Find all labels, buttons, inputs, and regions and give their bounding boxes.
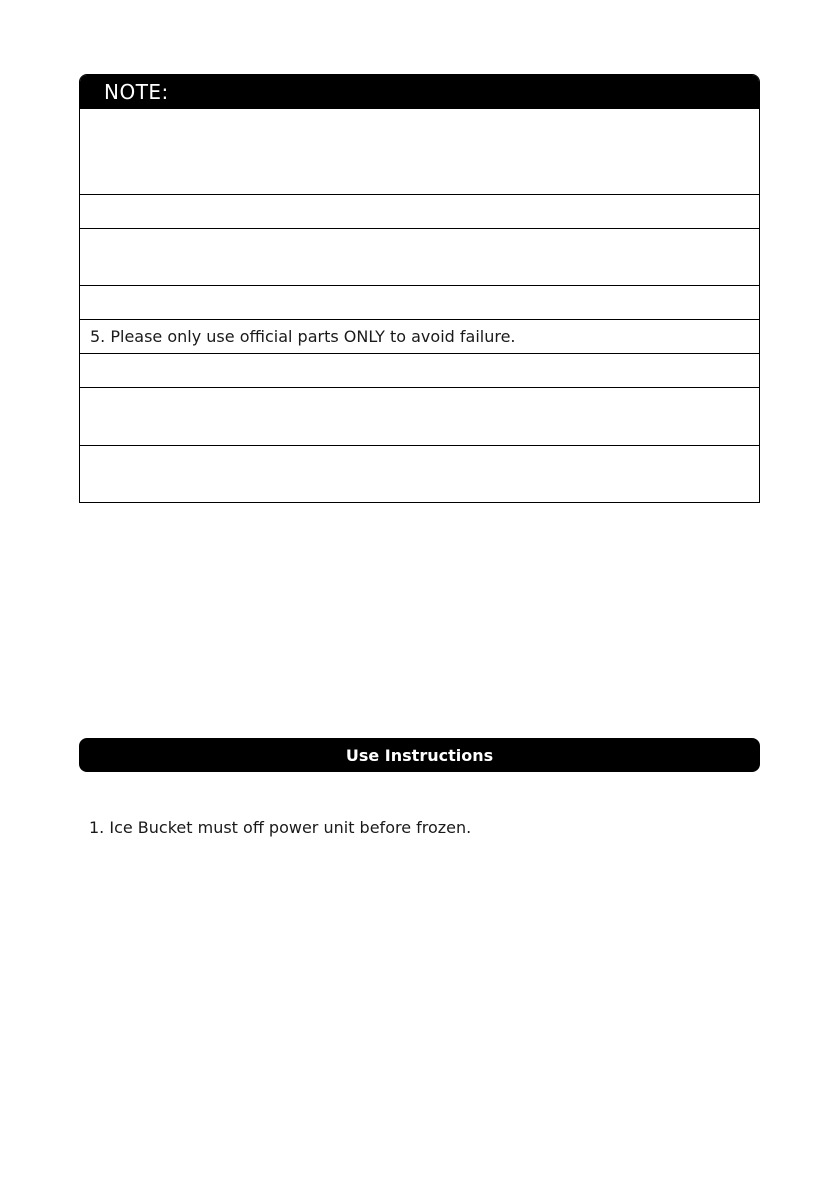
note-row-4 xyxy=(80,285,759,319)
use-instructions-header: Use Instructions xyxy=(79,738,760,772)
note-row-1 xyxy=(80,109,759,194)
use-instruction-item-1: 1. Ice Bucket must off power unit before frozen. xyxy=(89,818,472,837)
note-table xyxy=(80,109,759,502)
note-row-3 xyxy=(80,228,759,285)
note-row-2 xyxy=(80,194,759,228)
note-box xyxy=(79,74,760,503)
note-title: NOTE: xyxy=(80,75,759,109)
note-row-8 xyxy=(80,445,759,502)
note-row-6 xyxy=(80,353,759,387)
note-row-7 xyxy=(80,387,759,445)
note-row-5: 5. Please only use official parts ONLY to avoid failure. xyxy=(80,319,759,353)
